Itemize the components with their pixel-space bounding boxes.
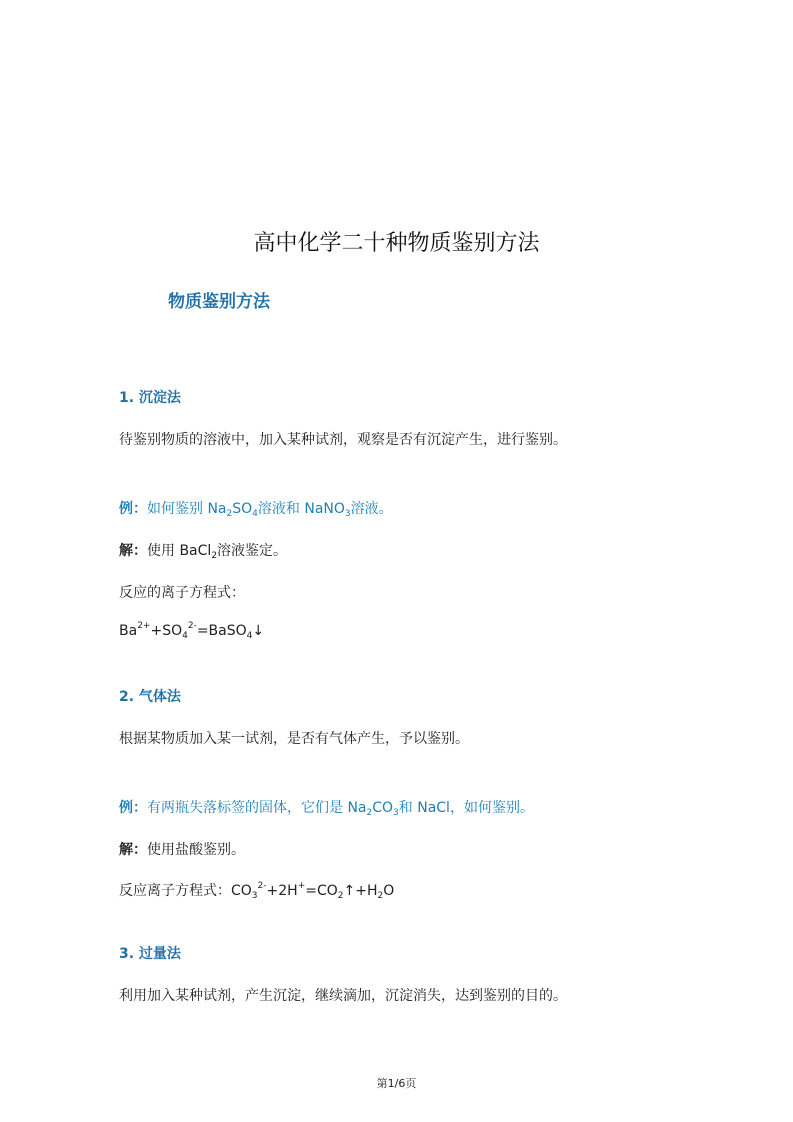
- heading-precipitation-method: 1. 沉淀法: [119, 390, 181, 406]
- superscript: 2-: [257, 881, 267, 891]
- heading-excess-method: 3. 过量法: [119, 946, 181, 962]
- reaction-label: 反应离子方程式：: [119, 883, 231, 899]
- example-label: 例：: [119, 501, 147, 517]
- ionic-equation-1: [119, 623, 264, 639]
- equation-part: =BaSO: [196, 623, 247, 639]
- subscript: 2: [226, 509, 233, 519]
- equation-part: +SO: [150, 623, 183, 639]
- subscript: 4: [246, 631, 253, 641]
- subscript: 2: [211, 551, 218, 561]
- equation-part: CO: [231, 883, 252, 899]
- equation-part: Ba: [119, 623, 138, 639]
- subscript: 2: [337, 891, 344, 901]
- subscript: 2: [377, 891, 384, 901]
- solution-text: 使用 BaCl: [147, 543, 212, 559]
- subscript: 3: [251, 891, 258, 901]
- solution-2: [119, 839, 245, 859]
- example-text: 和 NaCl，如何鉴别。: [398, 800, 534, 816]
- example-2: [119, 797, 534, 817]
- superscript: 2-: [187, 621, 197, 631]
- subscript: 4: [182, 631, 188, 641]
- equation-part: O: [383, 883, 395, 899]
- description-precipitation: 待鉴别物质的溶液中，加入某种试剂，观察是否有沉淀产生，进行鉴别。: [119, 432, 567, 448]
- example-text: 如何鉴别 Na: [147, 501, 227, 517]
- reaction-label-1: 反应的离子方程式：: [119, 585, 245, 601]
- example-text: 溶液。: [350, 501, 393, 517]
- superscript: +: [297, 881, 306, 891]
- example-text: CO: [372, 800, 394, 816]
- precipitate-arrow: ↓: [252, 623, 265, 639]
- solution-1: [119, 540, 287, 560]
- description-excess: 利用加入某种试剂，产生沉淀，继续滴加，沉淀消失，达到鉴别的目的。: [119, 988, 567, 1004]
- example-text: SO: [232, 501, 253, 517]
- equation-part: ↑+H: [343, 883, 378, 899]
- ionic-equation-2: [119, 880, 394, 900]
- example-label: 例：: [119, 800, 147, 816]
- subscript: 3: [393, 808, 399, 818]
- example-text: 溶液和 NaNO: [257, 501, 345, 517]
- equation-part: +2H: [266, 883, 298, 899]
- subscript: 2: [366, 808, 373, 818]
- heading-gas-method: 2. 气体法: [119, 689, 181, 705]
- equation-part: =CO: [305, 883, 338, 899]
- subscript: 4: [252, 509, 258, 519]
- document-title: 高中化学二十种物质鉴别方法: [253, 231, 540, 256]
- solution-text: 溶液鉴定。: [217, 543, 288, 559]
- example-text: 有两瓶失落标签的固体，它们是 Na: [147, 800, 367, 816]
- page-number: 第1/6页: [376, 1077, 417, 1090]
- superscript: 2+: [137, 621, 151, 631]
- subscript: 3: [344, 509, 351, 519]
- description-gas: 根据某物质加入某一试剂，是否有气体产生，予以鉴别。: [119, 731, 469, 747]
- section-subtitle: 物质鉴别方法: [168, 292, 270, 312]
- solution-label: 解：: [119, 543, 147, 559]
- solution-text: 使用盐酸鉴别。: [147, 842, 245, 858]
- example-1: [119, 498, 393, 518]
- solution-label: 解：: [119, 842, 147, 858]
